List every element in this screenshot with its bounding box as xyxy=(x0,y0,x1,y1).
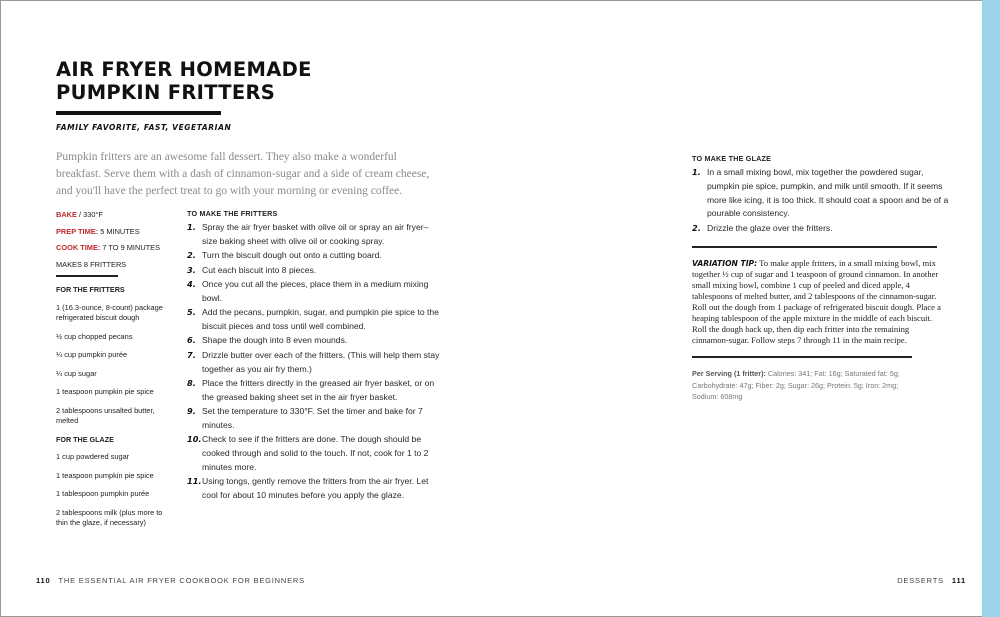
step-number: 7. xyxy=(187,349,196,360)
ingredient-item: 1 tablespoon pumpkin purée xyxy=(56,489,150,498)
step-number: 9. xyxy=(187,406,196,417)
recipe-title xyxy=(56,58,312,104)
recipe-title-line-1: AIR FRYER HOMEMADE xyxy=(56,58,312,81)
recipe-intro: Pumpkin fritters are an awesome fall dessert. They also make a wonderful breakfast. Serve them with a dash of cinnamon-sugar and a side of cream cheese, and you'll have the perfect treat to go with your morning or evening coffee. xyxy=(56,151,430,197)
footer-left xyxy=(36,576,305,585)
step-text: Cut each biscuit into 8 pieces. xyxy=(202,264,317,275)
step-item xyxy=(187,278,442,306)
ingredient-item: 2 tablespoons unsalted butter, melted xyxy=(56,405,155,425)
variation-rule-bottom xyxy=(692,356,912,358)
step-item xyxy=(187,475,442,503)
step-number: 2. xyxy=(692,222,701,233)
step-number: 1. xyxy=(692,167,701,177)
page-edge-strip xyxy=(982,0,1000,617)
step-text: Drizzle butter over each of the fritters. (This will help them stay together as you air fry them.) xyxy=(202,349,440,374)
step-item xyxy=(187,221,442,249)
step-item xyxy=(187,264,442,278)
ingredient-item: 1 teaspoon pumpkin pie spice xyxy=(56,470,154,480)
step-text: Set the temperature to 330°F. Set the timer and bake for 7 minutes. xyxy=(202,406,423,430)
step-text: Place the fritters directly in the greased air fryer basket, or on the greased baking sheet set in the air fryer basket. xyxy=(202,377,435,402)
glaze-section xyxy=(692,154,950,403)
fritters-ingredients-list xyxy=(56,303,171,427)
title-rule xyxy=(56,111,221,115)
page-number-right: 111 xyxy=(951,576,966,585)
step-number: 3. xyxy=(187,264,196,275)
step-text: Add the pecans, pumpkin, sugar, and pumpkin pie spice to the biscuit pieces and toss until well combined. xyxy=(202,307,439,331)
bake-info: BAKE / 330°F xyxy=(56,210,103,219)
step-item xyxy=(187,249,442,263)
page-number-left: 110 xyxy=(36,576,51,585)
ingredient-item: 1 teaspoon pumpkin pie spice xyxy=(56,387,154,396)
step-item xyxy=(187,433,442,474)
step-text: Spray the air fryer basket with olive oil or spray an air fryer–size baking sheet with olive oil or cooking spray. xyxy=(202,222,429,246)
recipe-sidebar xyxy=(56,210,171,537)
step-item xyxy=(187,349,442,377)
section-name: DESSERTS xyxy=(897,576,944,585)
variation-rule-top xyxy=(692,246,937,248)
prep-time: PREP TIME: 5 MINUTES xyxy=(56,226,140,236)
step-number: 8. xyxy=(187,377,196,388)
step-number: 10. xyxy=(187,434,202,445)
recipe-tags: FAMILY FAVORITE, FAST, VEGETARIAN xyxy=(56,123,232,132)
glaze-ingredients-list xyxy=(56,452,171,529)
ingredient-item: 2 tablespoons milk (plus more to thin the glaze, if necessary) xyxy=(56,507,163,527)
ingredient-item: ¼ cup sugar xyxy=(56,368,97,378)
step-text: Turn the biscuit dough out onto a cutting board. xyxy=(202,250,382,261)
step-text: Shape the dough into 8 even mounds. xyxy=(202,335,348,346)
variation-tip-text: To make apple fritters, in a small mixing bowl, mix together ½ cup of sugar and 1 teaspoon of ground cinnamon. In another small mixing bowl, combine 1 cup of peeled and diced apple, 4 tablespoons of melted butter, and 2 tablespoons of the cinnamon-sugar. Roll out the dough from 1 package of refrigerated biscuit dough. Place a heaping tablespoon of the apple mixture in the middle of each biscuit. Roll the dough back up, then dip each fritter into the remaining cinnamon-sugar. Follow steps 7 through 11 in the main recipe. xyxy=(692,257,941,346)
step-number: 5. xyxy=(187,307,196,318)
step-item xyxy=(692,222,950,236)
book-title: THE ESSENTIAL AIR FRYER COOKBOOK FOR BEGINNERS xyxy=(58,576,305,585)
step-number: 2. xyxy=(187,250,196,261)
ingredient-item: ½ cup chopped pecans xyxy=(56,331,133,341)
nutrition-info xyxy=(692,368,922,402)
step-text: Check to see if the fritters are done. The dough should be cooked through and solid to the touch. If not, cook for 1 to 2 minutes more. xyxy=(202,434,429,472)
nutrition-text: Calories: 341; Fat: 16g; Saturated fat: 5g; Carbohydrate: 47g; Fiber: 2g; Sugar: 26g; Protein: 5g; Iron: 2mg; Sodium: 608mg xyxy=(692,369,900,402)
yield: MAKES 8 FRITTERS xyxy=(56,259,127,269)
ingredient-item: 1 (16.3-ounce, 8-count) package refrigerated biscuit dough xyxy=(56,302,163,322)
fritters-steps xyxy=(187,209,442,503)
variation-tip-label: VARIATION TIP: xyxy=(692,258,758,268)
cook-time: COOK TIME: 7 TO 9 MINUTES xyxy=(56,243,161,252)
recipe-title-line-2: PUMPKIN FRITTERS xyxy=(56,81,276,104)
step-text: In a small mixing bowl, mix together the powdered sugar, pumpkin pie spice, pumpkin, and milk until smooth. If it seems more like icing, it is too thick. It should coat a spoon and be of a pourable consistency. xyxy=(707,167,949,219)
fritters-ingredients-heading: FOR THE FRITTERS xyxy=(56,285,125,294)
step-item xyxy=(187,306,442,334)
step-number: 1. xyxy=(187,222,196,232)
step-number: 4. xyxy=(187,278,196,289)
glaze-steps-heading: TO MAKE THE GLAZE xyxy=(692,154,772,163)
footer-right xyxy=(897,576,966,585)
step-text: Once you cut all the pieces, place them in a medium mixing bowl. xyxy=(202,278,429,303)
ingredient-item: 1 cup powdered sugar xyxy=(56,452,130,461)
ingredient-item: ¼ cup pumpkin purée xyxy=(56,350,128,359)
nutrition-label: Per Serving (1 fritter): xyxy=(692,369,766,379)
variation-tip xyxy=(692,258,947,347)
step-text: Drizzle the glaze over the fritters. xyxy=(707,222,833,233)
step-number: 11. xyxy=(187,476,202,487)
sidebar-rule xyxy=(56,275,118,277)
fritters-steps-heading: TO MAKE THE FRITTERS xyxy=(187,209,278,218)
step-number: 6. xyxy=(187,335,196,346)
step-item xyxy=(187,405,442,433)
glaze-ingredients-heading: FOR THE GLAZE xyxy=(56,434,114,444)
step-item xyxy=(692,166,950,221)
step-text: Using tongs, gently remove the fritters from the air fryer. Let cool for about 10 minutes before you apply the glaze. xyxy=(202,476,429,501)
step-item xyxy=(187,334,442,348)
step-item xyxy=(187,377,442,405)
